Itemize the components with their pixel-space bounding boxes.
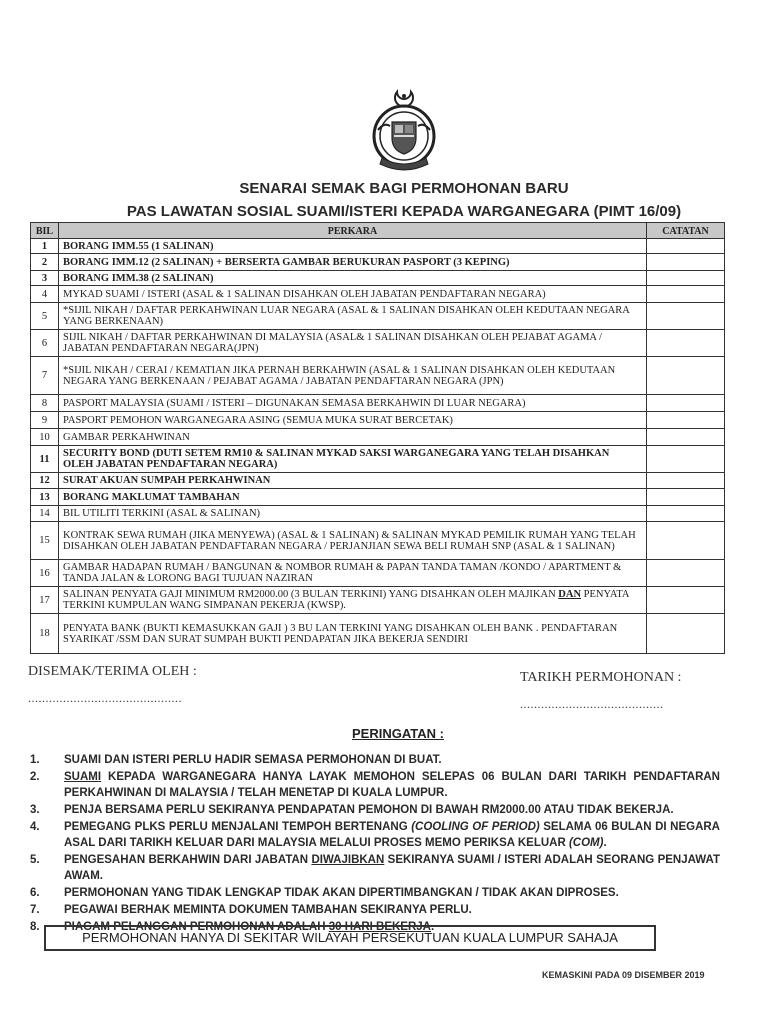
row-item-text-emphasis: DAN — [558, 589, 582, 600]
row-number: 14 — [31, 506, 59, 522]
row-catatan-cell[interactable] — [647, 303, 725, 330]
table-row — [31, 239, 725, 254]
row-catatan-cell[interactable] — [647, 239, 725, 254]
warning-item — [30, 752, 720, 768]
table-header-row — [31, 223, 725, 239]
updated-date-footer: KEMASKINI PADA 09 DISEMBER 2019 — [542, 970, 705, 980]
warning-item — [30, 852, 720, 884]
row-number: 8 — [31, 395, 59, 412]
page-subtitle: PAS LAWATAN SOSIAL SUAMI/ISTERI KEPADA WARGANEGARA (PIMT 16/09) — [126, 203, 682, 220]
warning-text: SELAMA 06 BULAN DI NEGARA ASAL DARI TARIKH KELUAR DARI MALAYSIA MELALUI PROSES MEMO PERIKSA KELUAR — [64, 821, 720, 849]
row-catatan-cell[interactable] — [647, 489, 725, 506]
table-row — [31, 587, 725, 614]
checked-by-signature-line[interactable]: ............................................ — [28, 691, 182, 705]
table-row — [31, 614, 725, 654]
table-row — [31, 489, 725, 506]
row-catatan-cell[interactable] — [647, 286, 725, 303]
row-number: 11 — [31, 446, 59, 473]
table-row — [31, 395, 725, 412]
warning-item — [30, 802, 720, 818]
region-notice-box: PERMOHONAN HANYA DI SEKITAR WILAYAH PERSEKUTUAN KUALA LUMPUR SAHAJA — [44, 925, 656, 951]
warning-text: PEGAWAI BERHAK MEMINTA DOKUMEN TAMBAHAN SEKIRANYA PERLU. — [64, 904, 472, 916]
row-number: 10 — [31, 429, 59, 446]
warning-number: 5. — [30, 854, 40, 866]
row-number: 4 — [31, 286, 59, 303]
application-date-line[interactable]: ......................................... — [520, 697, 664, 711]
row-item-text: SURAT AKUAN SUMPAH PERKAHWINAN — [59, 473, 647, 489]
warning-text: PIAGAM PELANGGAN PERMOHONAN ADALAH — [64, 921, 329, 933]
row-catatan-cell[interactable] — [647, 271, 725, 286]
row-item-text: PASPORT MALAYSIA (SUAMI / ISTERI – DIGUNAKAN SEMASA BERKAHWIN DI LUAR NEGARA) — [59, 395, 647, 412]
checked-by-label: DISEMAK/TERIMA OLEH : — [28, 664, 197, 679]
page-title: SENARAI SEMAK BAGI PERMOHONAN BARU — [239, 180, 569, 197]
table-row — [31, 446, 725, 473]
row-number: 2 — [31, 254, 59, 271]
row-item-text: BORANG MAKLUMAT TAMBAHAN — [59, 489, 647, 506]
row-item-text: *SIJIL NIKAH / CERAI / KEMATIAN JIKA PERNAH BERKAHWIN (ASAL & 1 SALINAN DISAHKAN OLEH KEDUTAAN NEGARA YANG BERKENAAN / PEJABAT AGAMA / JABATAN PENDAFTARAN NEGARA (JPN) — [59, 357, 647, 395]
table-row — [31, 303, 725, 330]
warning-item — [30, 885, 720, 901]
row-item-text: GAMBAR PERKAHWINAN — [59, 429, 647, 446]
table-row — [31, 357, 725, 395]
row-catatan-cell[interactable] — [647, 330, 725, 357]
row-number: 3 — [31, 271, 59, 286]
row-number: 9 — [31, 412, 59, 429]
warning-number: 7. — [30, 904, 40, 916]
table-row — [31, 522, 725, 560]
row-item-text-part: SALINAN PENYATA GAJI MINIMUM RM2000.00 (3 BULAN TERKINI) YANG DISAHKAN OLEH MAJIKAN — [63, 589, 559, 600]
warning-text: PERMOHONAN YANG TIDAK LENGKAP TIDAK AKAN DIPERTIMBANGKAN / TIDAK AKAN DIPROSES. — [64, 887, 619, 899]
table-row — [31, 271, 725, 286]
row-number: 13 — [31, 489, 59, 506]
warning-text-italic: (COOLING OF PERIOD) — [411, 821, 540, 833]
application-date-label: TARIKH PERMOHONAN : — [520, 670, 682, 685]
row-catatan-cell[interactable] — [647, 429, 725, 446]
row-catatan-cell[interactable] — [647, 522, 725, 560]
row-number: 12 — [31, 473, 59, 489]
table-row — [31, 506, 725, 522]
row-item-text: PASPORT PEMOHON WARGANEGARA ASING (SEMUA MUKA SURAT BERCETAK) — [59, 412, 647, 429]
warnings-title: PERINGATAN : — [352, 726, 444, 741]
row-item-text: *SIJIL NIKAH / DAFTAR PERKAHWINAN LUAR NEGARA (ASAL & 1 SALINAN DISAHKAN OLEH KEDUTAAN NEGARA YANG BERKENAAN) — [59, 303, 647, 330]
warning-item — [30, 769, 720, 801]
row-catatan-cell[interactable] — [647, 395, 725, 412]
row-number: 18 — [31, 614, 59, 654]
row-catatan-cell[interactable] — [647, 587, 725, 614]
table-row — [31, 412, 725, 429]
row-item-text: BORANG IMM.38 (2 SALINAN) — [59, 271, 647, 286]
row-catatan-cell[interactable] — [647, 506, 725, 522]
warning-text: PENJA BERSAMA PERLU SEKIRANYA PENDAPATAN PEMOHON DI BAWAH RM2000.00 ATAU TIDAK BEKERJA. — [64, 804, 674, 816]
warning-text: . — [603, 837, 607, 849]
warning-number: 1. — [30, 754, 40, 766]
table-row — [31, 254, 725, 271]
row-item-text: BORANG IMM.12 (2 SALINAN) + BERSERTA GAMBAR BERUKURAN PASPORT (3 KEPING) — [59, 254, 647, 271]
warning-text-emphasis: DIWAJIBKAN — [311, 854, 385, 866]
row-item-text — [59, 587, 647, 614]
warning-text: . — [430, 921, 435, 933]
warning-number: 8. — [30, 921, 40, 933]
row-catatan-cell[interactable] — [647, 412, 725, 429]
row-catatan-cell[interactable] — [647, 357, 725, 395]
row-number: 17 — [31, 587, 59, 614]
row-number: 15 — [31, 522, 59, 560]
warning-text-emphasis: SUAMI — [64, 771, 102, 783]
table-row — [31, 286, 725, 303]
row-catatan-cell[interactable] — [647, 254, 725, 271]
warning-text: KEPADA WARGANEGARA HANYA LAYAK MEMOHON SELEPAS 06 BULAN DARI TARIKH PENDAFTARAN PERKAHWINAN DI MALAYSIA / TELAH MENETAP DI KUALA LUMPUR. — [64, 771, 720, 799]
checklist-table — [30, 222, 725, 654]
warning-number: 3. — [30, 804, 40, 816]
row-item-text: GAMBAR HADAPAN RUMAH / BANGUNAN & NOMBOR RUMAH & PAPAN TANDA TAMAN /KONDO / APARTMENT & TANDA JALAN & LORONG BAGI TUJUAN NAZIRAN — [59, 560, 647, 587]
row-catatan-cell[interactable] — [647, 446, 725, 473]
row-number: 7 — [31, 357, 59, 395]
warning-text: SEKIRANYA SUAMI / ISTERI ADALAH SEORANG PENJAWAT AWAM. — [64, 854, 720, 882]
table-row — [31, 473, 725, 489]
column-header-catatan: CATATAN — [647, 223, 725, 239]
warning-item — [30, 819, 720, 851]
row-item-text: BORANG IMM.55 (1 SALINAN) — [59, 239, 647, 254]
column-header-perkara: PERKARA — [59, 223, 647, 239]
row-item-text: KONTRAK SEWA RUMAH (JIKA MENYEWA) (ASAL & 1 SALINAN) & SALINAN MYKAD PEMILIK RUMAH YANG TELAH DISAHKAN OLEH JABATAN PENDAFTARAN NEGARA / PERJANJIAN SEWA BELI RUMAH SNP (ASAL & 1 SALINAN) — [59, 522, 647, 560]
immigration-crest-logo — [364, 86, 444, 174]
warnings-list — [30, 738, 720, 936]
warning-text-italic: (COM) — [568, 837, 604, 849]
warning-number: 6. — [30, 887, 40, 899]
row-item-text: SECURITY BOND (DUTI SETEM RM10 & SALINAN MYKAD SAKSI WARGANEGARA YANG TELAH DISAHKAN OLEH JABATAN PENDAFTARAN NEGARA) — [59, 446, 647, 473]
row-catatan-cell[interactable] — [647, 560, 725, 587]
warning-number: 2. — [30, 771, 40, 783]
row-catatan-cell[interactable] — [647, 473, 725, 489]
row-item-text: BIL UTILITI TERKINI (ASAL & SALINAN) — [59, 506, 647, 522]
warning-number: 4. — [30, 821, 40, 833]
table-row — [31, 330, 725, 357]
table-row — [31, 429, 725, 446]
row-number: 16 — [31, 560, 59, 587]
warning-text-emphasis: 30 HARI BEKERJA — [328, 921, 431, 933]
row-number: 6 — [31, 330, 59, 357]
row-catatan-cell[interactable] — [647, 614, 725, 654]
table-row — [31, 560, 725, 587]
row-number: 5 — [31, 303, 59, 330]
row-number: 1 — [31, 239, 59, 254]
column-header-bil: BIL — [31, 223, 59, 239]
warning-text: SUAMI DAN ISTERI PERLU HADIR SEMASA PERMOHONAN DI BUAT. — [64, 754, 442, 766]
row-item-text: SIJIL NIKAH / DAFTAR PERKAHWINAN DI MALAYSIA (ASAL& 1 SALINAN DISAHKAN OLEH PEJABAT AGAMA / JABATAN PENDAFTARAN NEGARA(JPN) — [59, 330, 647, 357]
warning-item — [30, 902, 720, 918]
warning-text: PEMEGANG PLKS PERLU MENJALANI TEMPOH BERTENANG — [64, 821, 412, 833]
row-item-text: MYKAD SUAMI / ISTERI (ASAL & 1 SALINAN DISAHKAN OLEH JABATAN PENDAFTARAN NEGARA) — [59, 286, 647, 303]
row-item-text-part: PENYATA TERKINI KUMPULAN WANG SIMPANAN PEKERJA (KWSP). — [63, 589, 629, 611]
warning-text: PENGESAHAN BERKAHWIN DARI JABATAN — [64, 854, 312, 866]
row-item-text: PENYATA BANK (BUKTI KEMASUKKAN GAJI ) 3 BU LAN TERKINI YANG DISAHKAN OLEH BANK . PENDAFTARAN SYARIKAT /SSM DAN SURAT SUMPAH BUKTI PENDAPATAN JIKA BEKERJA SENDIRI — [59, 614, 647, 654]
